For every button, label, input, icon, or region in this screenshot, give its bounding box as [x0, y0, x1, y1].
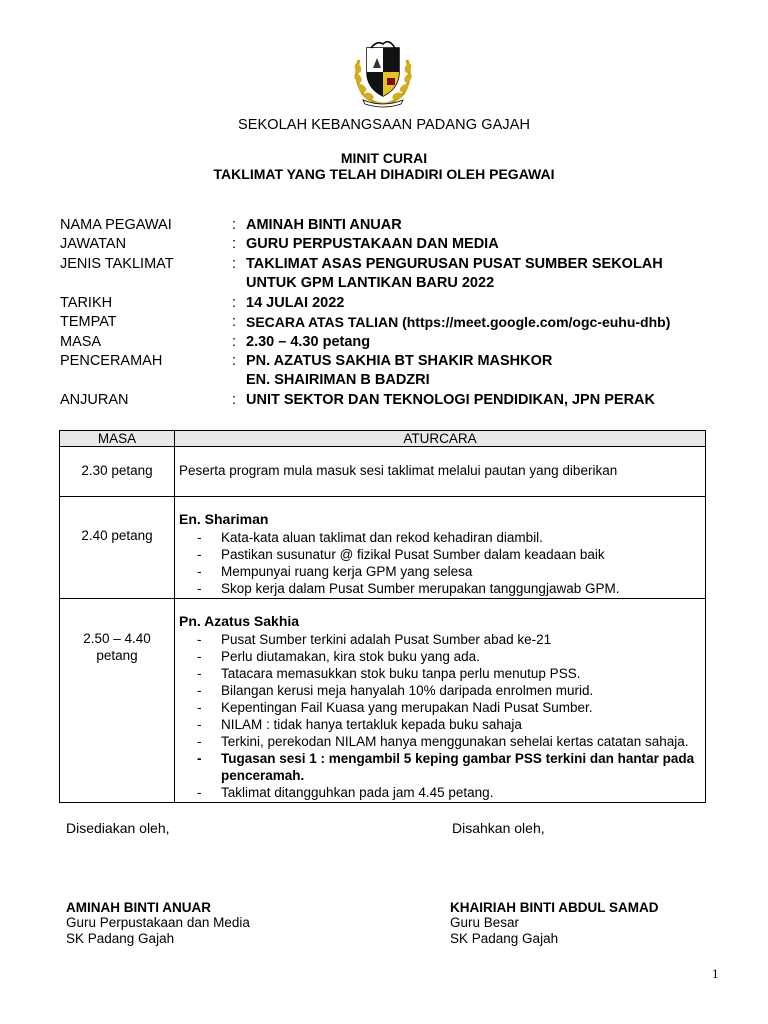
time-text-line2: petang [96, 648, 138, 663]
approver-block [450, 900, 659, 947]
detail-value: PN. AZATUS SAKHIA BT SHAKIR MASHKOR [246, 353, 553, 369]
agenda-list [175, 529, 705, 597]
detail-value: 2.30 – 4.30 petang [246, 334, 371, 350]
time-cell [60, 497, 175, 599]
list-item [197, 529, 705, 546]
time-text: 2.50 – 4.40 [83, 631, 151, 646]
detail-label: ANJURAN [60, 392, 129, 408]
detail-colon: : [232, 256, 237, 272]
detail-value: 14 JULAI 2022 [246, 295, 345, 311]
time-text: 2.30 petang [81, 463, 153, 478]
detail-label: JENIS TAKLIMAT [60, 256, 174, 272]
detail-value: GURU PERPUSTAKAAN DAN MEDIA [246, 236, 499, 252]
page-number: 1 [712, 966, 719, 981]
dash-bullet: - [197, 700, 202, 715]
detail-value: AMINAH BINTI ANUAR [246, 217, 402, 233]
time-cell [60, 599, 175, 803]
list-item [197, 546, 705, 563]
detail-value: SECARA ATAS TALIAN (https://meet.google.com/ogc-euhu-dhb) [246, 314, 671, 330]
list-item-text: Taklimat ditangguhkan pada jam 4.45 petang. [221, 785, 494, 800]
dash-bullet: - [197, 717, 202, 732]
list-item-text: Kata-kata aluan taklimat dan rekod kehadiran diambil. [221, 530, 543, 545]
agenda-text: Peserta program mula masuk sesi taklimat melalui pautan yang diberikan [179, 463, 618, 478]
list-item-text: Pastikan susunatur @ fizikal Pusat Sumber dalam keadaan baik [221, 547, 605, 562]
detail-colon: : [232, 314, 237, 330]
table-row [60, 447, 706, 497]
detail-label: TEMPAT [60, 314, 117, 330]
list-item-text: Bilangan kerusi meja hanyalah 10% daripada enrolmen murid. [221, 683, 594, 698]
preparer-org: SK Padang Gajah [66, 931, 175, 946]
detail-label: PENCERAMAH [60, 353, 163, 369]
approver-name: KHAIRIAH BINTI ABDUL SAMAD [450, 900, 659, 915]
agenda-cell [175, 599, 706, 803]
table-row [60, 497, 706, 599]
list-item [197, 682, 705, 699]
preparer-name: AMINAH BINTI ANUAR [66, 900, 211, 915]
detail-label: JAWATAN [60, 236, 127, 252]
detail-colon: : [232, 217, 237, 233]
list-item [197, 716, 705, 733]
list-item [197, 648, 705, 665]
detail-label: MASA [60, 334, 102, 350]
dash-bullet: - [197, 785, 202, 800]
dash-bullet: - [197, 649, 202, 664]
list-item-text: Terkini, perekodan NILAM hanya menggunakan sehelai kertas catatan sahaja. [221, 734, 689, 749]
speaker-name: En. Shariman [179, 511, 269, 527]
preparer-block [66, 900, 250, 947]
list-item-text: Skop kerja dalam Pusat Sumber merupakan tanggungjawab GPM. [221, 581, 620, 596]
dash-bullet: - [197, 564, 202, 579]
list-item-text: Tugasan sesi 1 : mengambil 5 keping gambar PSS terkini dan hantar pada penceramah. [221, 751, 695, 783]
detail-colon: : [232, 353, 237, 369]
detail-value-line2: UNTUK GPM LANTIKAN BARU 2022 [246, 275, 495, 291]
column-header-masa: MASA [60, 431, 175, 447]
agenda-list [175, 631, 705, 801]
speaker-name: Pn. Azatus Sakhia [179, 613, 300, 629]
dash-bullet: - [197, 683, 202, 698]
detail-colon: : [232, 392, 237, 408]
agenda-cell [175, 447, 706, 497]
time-cell [60, 447, 175, 497]
agenda-cell [175, 497, 706, 599]
approved-by-caption: Disahkan oleh, [452, 820, 545, 836]
dash-bullet: - [197, 734, 202, 749]
detail-label: NAMA PEGAWAI [60, 217, 172, 233]
table-row [60, 599, 706, 803]
document-title: MINIT CURAI [340, 150, 428, 166]
list-item [197, 699, 705, 716]
list-item [197, 733, 705, 750]
dash-bullet: - [197, 581, 202, 596]
approver-role: Guru Besar [450, 915, 520, 930]
school-name: SEKOLAH KEBANGSAAN PADANG GAJAH [237, 117, 531, 133]
dash-bullet: - [197, 547, 202, 562]
list-item-task [197, 750, 705, 784]
dash-bullet: - [197, 632, 202, 647]
list-item [197, 665, 705, 682]
column-header-aturcara: ATURCARA [175, 431, 706, 447]
detail-value: TAKLIMAT ASAS PENGURUSAN PUSAT SUMBER SEKOLAH [246, 256, 663, 272]
dash-bullet: - [197, 666, 202, 681]
detail-value: UNIT SEKTOR DAN TEKNOLOGI PENDIDIKAN, JPN PERAK [246, 392, 655, 408]
dash-bullet: - [197, 751, 202, 766]
list-item-text: Tatacara memasukkan stok buku tanpa perlu menutup PSS. [221, 666, 581, 681]
document-subtitle: TAKLIMAT YANG TELAH DIHADIRI OLEH PEGAWAI [213, 166, 555, 182]
detail-label: TARIKH [60, 295, 113, 311]
list-item-text: NILAM : tidak hanya tertakluk kepada buku sahaja [221, 717, 522, 732]
table-header-row [60, 431, 706, 447]
prepared-by-caption: Disediakan oleh, [66, 820, 170, 836]
detail-colon: : [232, 236, 237, 252]
preparer-role: Guru Perpustakaan dan Media [66, 915, 250, 930]
time-text: 2.40 petang [81, 528, 153, 543]
list-item-text: Mempunyai ruang kerja GPM yang selesa [221, 564, 473, 579]
list-item-text: Perlu diutamakan, kira stok buku yang ada. [221, 649, 480, 664]
school-crest-logo [349, 38, 417, 108]
approver-org: SK Padang Gajah [450, 931, 559, 946]
list-item [197, 563, 705, 580]
agenda-table [59, 430, 706, 803]
detail-colon: : [232, 295, 237, 311]
list-item [197, 580, 705, 597]
list-item [197, 631, 705, 648]
list-item-text: Kepentingan Fail Kuasa yang merupakan Nadi Pusat Sumber. [221, 700, 593, 715]
detail-colon: : [232, 334, 237, 350]
list-item-text: Pusat Sumber terkini adalah Pusat Sumber abad ke-21 [221, 632, 552, 647]
list-item [197, 784, 705, 801]
dash-bullet: - [197, 530, 202, 545]
detail-value-line2: EN. SHAIRIMAN B BADZRI [246, 372, 430, 388]
